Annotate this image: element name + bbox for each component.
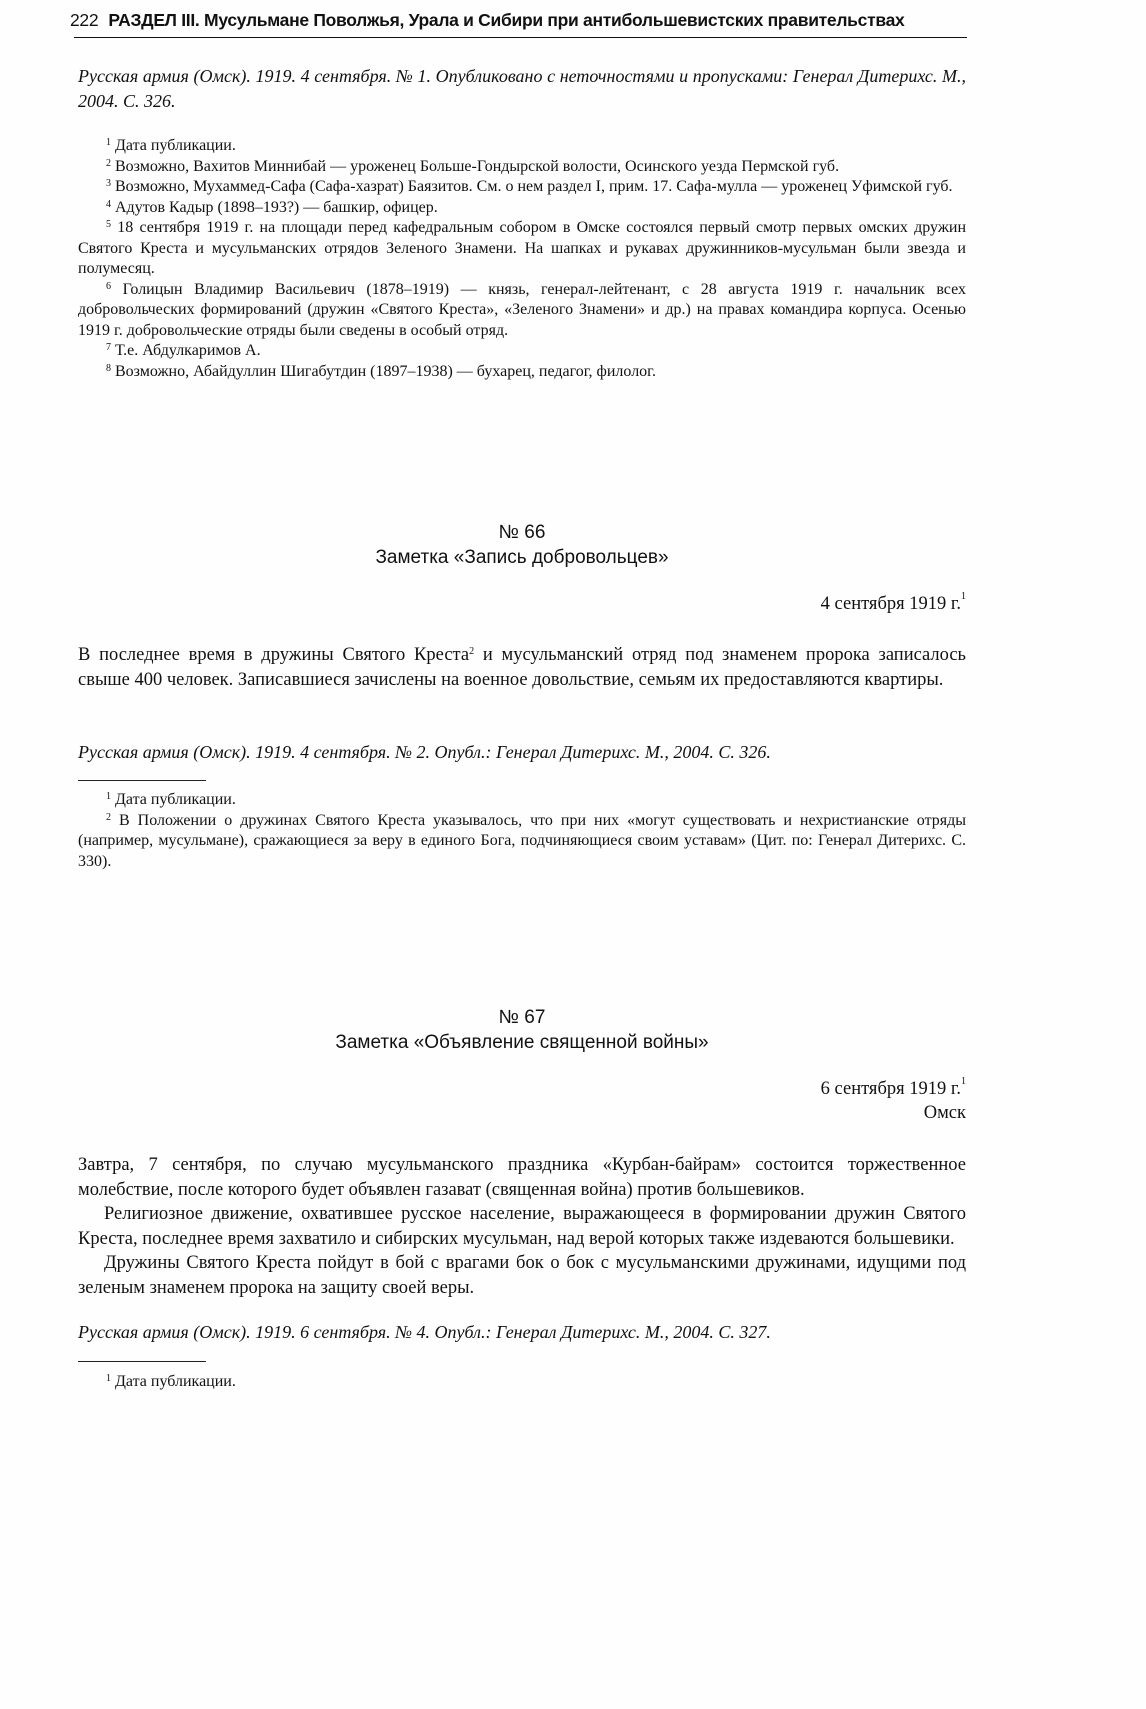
footnote: $^6$ Голицын Владимир Васильевич (1878–1919) — князь, генерал-лейтенант, с 28 августа 1919 г. начальник всех добровольческих формирований (дружин «Святого Креста», «Зеленого Знамени» и др.) на правах командира корпуса. Осенью 1919 г. добровольческие отряды были сведены в особый отряд.	[78, 280, 966, 339]
footnote-separator	[78, 780, 206, 781]
doc66-number: № 66	[498, 522, 546, 543]
doc67-title: Заметка «Объявление священной войны»	[335, 1032, 709, 1053]
section-title: РАЗДЕЛ III. Мусульмане Поволжья, Урала и Сибири при антибольшевистских правительствах	[108, 10, 905, 30]
doc67-footnotes	[78, 1372, 966, 1393]
footnote: $^1$ Дата публикации.	[106, 791, 236, 808]
page-number: 222	[70, 10, 99, 30]
footnote: $^7$ Т.е. Абдулкаримов А.	[106, 342, 261, 359]
running-header	[70, 10, 970, 31]
paragraph: Религиозное движение, охватившее русское население, выражающееся в формировании дружин Святого Креста, последнее время захватило и сибирских мусульман, над верой которых также издеваются большевики.	[78, 1204, 966, 1249]
footnote: $^1$ Дата публикации.	[106, 137, 236, 154]
footnote: $^2$ В Положении о дружинах Святого Креста указывалось, что при них «могут существовать и нехристианские отряды (например, мусульмане), сражающиеся за веру в единого Бога, подчиняющиеся своим уставам» (Цит. по: Генерал Дитерихс. С. 330).	[78, 811, 967, 870]
doc67-source-citation: Русская армия (Омск). 1919. 6 сентября. № 4. Опубл.: Генерал Дитерихс. М., 2004. С. 327.	[78, 1322, 771, 1342]
doc66-body: В последнее время в дружины Святого Креста$^2$ и мусульманский отряд под знаменем пророка записалось свыше 400 человек. Записавшиеся зачислены на военное довольствие, семьям их предоставляются квартиры.	[78, 645, 966, 690]
footnotes-top	[78, 136, 966, 382]
doc66-footnotes	[78, 790, 966, 872]
top-source-citation: Русская армия (Омск). 1919. 4 сентября. № 1. Опубликовано с неточностями и пропусками: Генерал Дитерихс. М., 2004. С. 326.	[78, 66, 966, 111]
footnote: $^5$ 18 сентября 1919 г. на площади перед кафедральным собором в Омске состоялся первый смотр первых омских дружин Святого Креста и мусульманских отрядов Зеленого Знамени. На шапках и рукавах дружинников-мусульман были звезда и полумесяц.	[78, 219, 967, 277]
doc66-date: 4 сентября 1919 г.$^1$	[820, 591, 966, 614]
doc66-title: Заметка «Запись добровольцев»	[375, 547, 669, 568]
doc67-date: 6 сентября 1919 г.$^1$	[820, 1076, 966, 1099]
footnote: $^8$ Возможно, Абайдуллин Шигабутдин (1897–1938) — бухарец, педагог, филолог.	[106, 362, 656, 380]
footnote: $^1$ Дата публикации.	[106, 1373, 236, 1390]
doc67-place: Омск	[923, 1103, 966, 1123]
header-rule	[74, 37, 967, 38]
footnote: $^3$ Возможно, Мухаммед-Сафа (Сафа-хазрат) Баязитов. См. о нем раздел I, прим. 17. Сафа-мулла — уроженец Уфимской губ.	[106, 178, 953, 195]
footnote: $^2$ Возможно, Вахитов Миннибай — уроженец Больше-Гондырской волости, Осинского уезда Пермской губ.	[106, 157, 840, 175]
doc67-body	[78, 1153, 966, 1300]
footnote: $^4$ Адутов Кадыр (1898–193?) — башкир, офицер.	[106, 198, 438, 216]
footnote-separator	[78, 1361, 206, 1362]
paragraph: Завтра, 7 сентября, по случаю мусульманского праздника «Курбан-байрам» состоится торжественное молебствие, после которого будет объявлен газават (священная война) против большевиков.	[78, 1155, 966, 1200]
doc66-source-citation: Русская армия (Омск). 1919. 4 сентября. № 2. Опубл.: Генерал Дитерихс. М., 2004. С. 326.	[78, 742, 771, 762]
paragraph: Дружины Святого Креста пойдут в бой с врагами бок о бок с мусульманскими дружинами, идущими под зеленым знаменем пророка на защиту своей веры.	[78, 1253, 966, 1298]
doc67-number: № 67	[498, 1007, 546, 1028]
